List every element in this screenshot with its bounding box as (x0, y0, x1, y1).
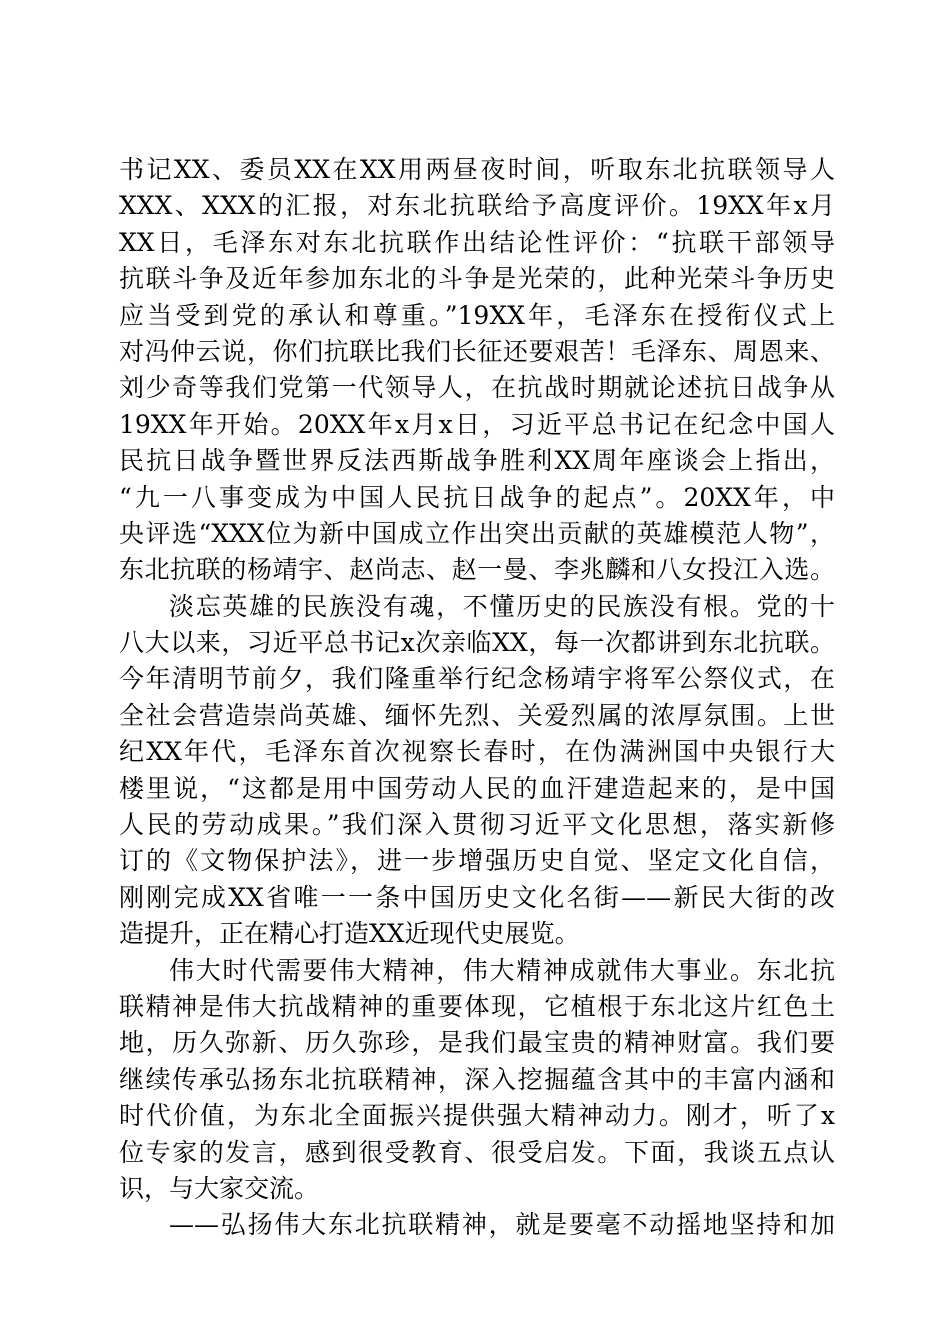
text-line: 民抗日战争暨世界反法西斯战争胜利XX周年座谈会上指出， (119, 446, 835, 476)
text-line: 继续传承弘扬东北抗联精神，深入挖掘蕴含其中的丰富内涵和 (119, 1064, 835, 1094)
text-line: 人民的劳动成果。”我们深入贯彻习近平文化思想，落实新修 (119, 810, 835, 840)
text-line: 识，与大家交流。 (119, 1173, 320, 1203)
text-line: 纪XX年代，毛泽东首次视察长春时，在伪满洲国中央银行大 (119, 737, 835, 767)
text-line: ——弘扬伟大东北抗联精神，就是要毫不动摇地坚持和加 (169, 1210, 835, 1240)
text-line: 楼里说，“这都是用中国劳动人民的血汗建造起来的，是中国 (119, 773, 835, 803)
text-line: 央评选“XXX位为新中国成立作出突出贡献的英雄模范人物”， (119, 518, 835, 548)
document-body (119, 152, 835, 1244)
text-line: 联精神是伟大抗战精神的重要体现，它植根于东北这片红色土 (119, 991, 835, 1021)
text-line: 造提升，正在精心打造XX近现代史展览。 (119, 919, 580, 949)
text-line: 今年清明节前夕，我们隆重举行纪念杨靖宇将军公祭仪式，在 (119, 664, 835, 694)
text-line: XXX、XXX的汇报，对东北抗联给予高度评价。19XX年x月 (119, 191, 835, 221)
text-line: 书记XX、委员XX在XX用两昼夜时间，听取东北抗联领导人 (119, 155, 835, 184)
text-line: 八大以来，习近平总书记x次亲临XX，每一次都讲到东北抗联。 (119, 628, 835, 658)
text-line: 刚刚完成XX省唯一一条中国历史文化名街——新民大街的改 (119, 882, 835, 912)
text-line: 伟大时代需要伟大精神，伟大精神成就伟大事业。东北抗 (169, 955, 835, 985)
text-line: 应当受到党的承认和尊重。”19XX年，毛泽东在授衔仪式上 (119, 300, 835, 330)
text-line: 位专家的发言，感到很受教育、很受启发。下面，我谈五点认 (119, 1137, 835, 1167)
text-line: 抗联斗争及近年参加东北的斗争是光荣的，此种光荣斗争历史 (119, 264, 835, 294)
text-line: 对冯仲云说，你们抗联比我们长征还要艰苦！毛泽东、周恩来、 (119, 336, 835, 366)
text-line: 订的《文物保护法》，进一步增强历史自觉、坚定文化自信， (119, 846, 835, 876)
text-line: 淡忘英雄的民族没有魂，不懂历史的民族没有根。党的十 (169, 591, 835, 621)
text-line: 东北抗联的杨靖宇、赵尚志、赵一曼、李兆麟和八女投江入选。 (119, 555, 835, 585)
text-line: “九一八事变成为中国人民抗日战争的起点”。20XX年，中 (119, 482, 835, 512)
text-line: 全社会营造崇尚英雄、缅怀先烈、关爱烈属的浓厚氛围。上世 (119, 700, 835, 730)
text-line: XX日，毛泽东对东北抗联作出结论性评价：“抗联干部领导 (119, 227, 835, 257)
text-line: 时代价值，为东北全面振兴提供强大精神动力。刚才，听了x (119, 1101, 835, 1131)
text-line: 地，历久弥新、历久弥珍，是我们最宝贵的精神财富。我们要 (119, 1028, 835, 1058)
text-line: 19XX年开始。20XX年x月x日，习近平总书记在纪念中国人 (119, 409, 835, 439)
text-line: 刘少奇等我们党第一代领导人，在抗战时期就论述抗日战争从 (119, 373, 835, 403)
